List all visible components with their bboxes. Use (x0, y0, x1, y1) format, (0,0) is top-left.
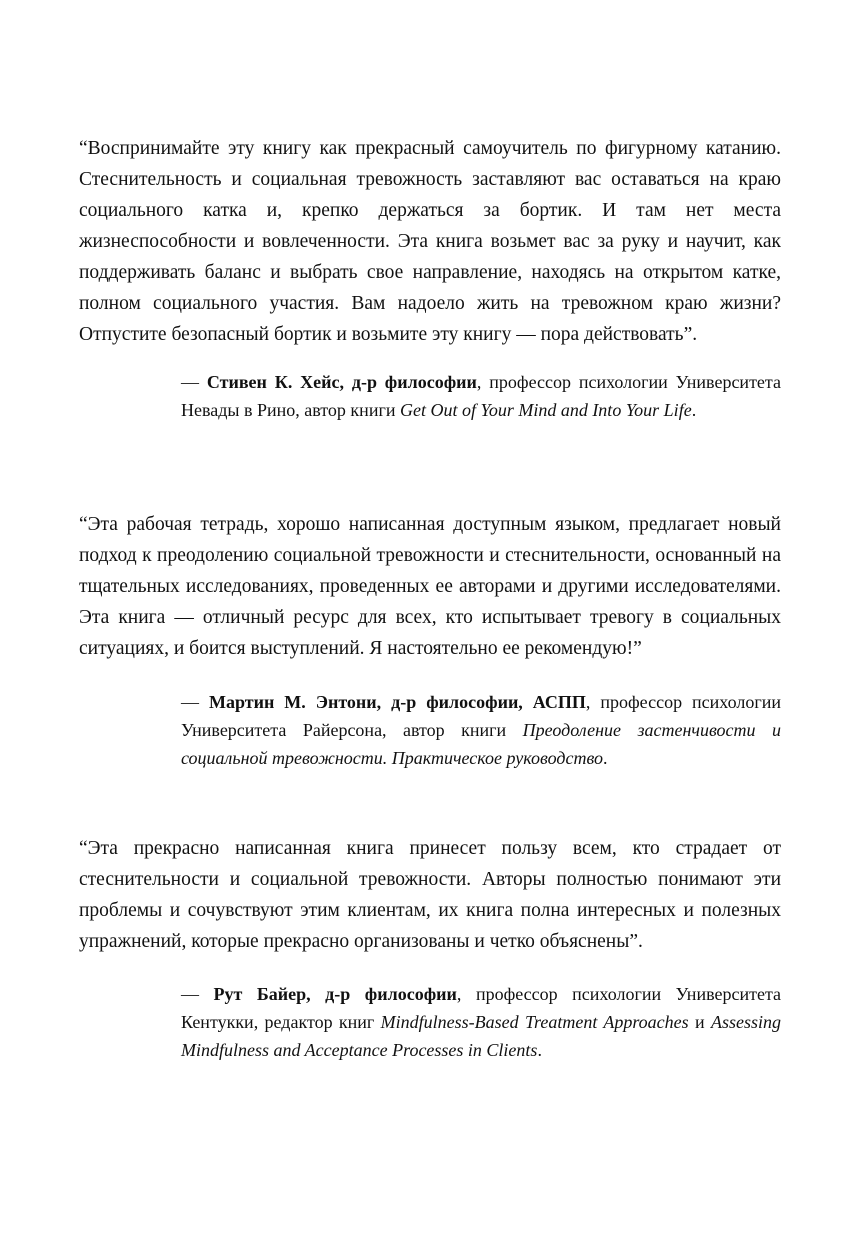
author-name: Стивен К. Хейс, д-р философии (206, 372, 477, 392)
author-name: Мартин М. Энтони, д-р философии, АСПП (208, 692, 586, 712)
book-title: Преодоление застенчивости и социальной тревожности. Практическое руководство (181, 720, 781, 768)
testimonial-quote: “Эта прекрасно написанная книга принесет пользу всем, кто страдает от стеснительности и социальной тревожности. Авторы полностью понимают эти проблемы и сочувствуют этим клиентам, их книга полна интересных и полезных упражнений, которые прекрасно организованы и четко объяснены”. (79, 837, 781, 952)
testimonial-attribution (181, 980, 781, 1064)
attribution-tail: . (691, 400, 697, 420)
attribution-dash: — (181, 984, 214, 1004)
author-role: , профессор психологии Университета Райерсона, автор книги (181, 692, 781, 740)
testimonial-attribution (181, 688, 781, 772)
testimonial-quote: “Воспринимайте эту книгу как прекрасный самоучитель по фигурному катанию. Стеснительность и социальная тревожность заставляют вас оставаться на краю социального катка и, крепко держаться за бортик. И там нет места жизнеспособности и вовлеченности. Эта книга возьмет вас за руку и научит, как поддерживать баланс и выбрать свое направление, находясь на открытом катке, полном социального участия. Вам надоело жить на тревожном краю жизни? Отпустите безопасный бортик и возьмите эту книгу — пора действовать”. (79, 137, 781, 345)
attribution-middle: и (688, 1012, 711, 1032)
author-role: , профессор психологии Университета Кентукки, редактор книг (181, 984, 782, 1032)
book-title: Mindfulness-Based Treatment Approaches (380, 1012, 689, 1032)
testimonial-quote: “Эта рабочая тетрадь, хорошо написанная доступным языком, предлагает новый подход к преодолению социальной тревожности и стеснительности, основанный на тщательных исследованиях, проведенных ее авторами и другими исследователями. Эта книга — отличный ресурс для всех, кто испытывает тревогу в социальных ситуациях, и боится выступлений. Я настоятельно ее рекомендую!” (79, 513, 781, 659)
attribution-dash: — (181, 692, 209, 712)
attribution-tail: . (603, 748, 608, 768)
attribution-tail: . (537, 1040, 542, 1060)
author-role: , профессор психологии Университета Невады в Рино, автор книги (181, 372, 781, 420)
book-title-2: Assessing Mindfulness and Acceptance Processes in Clients (181, 1012, 781, 1060)
book-title: Get Out of Your Mind and Into Your Life (399, 400, 692, 420)
author-name: Рут Байер, д-р философии (213, 984, 457, 1004)
attribution-dash: — (181, 372, 207, 392)
testimonial-attribution (181, 368, 781, 424)
